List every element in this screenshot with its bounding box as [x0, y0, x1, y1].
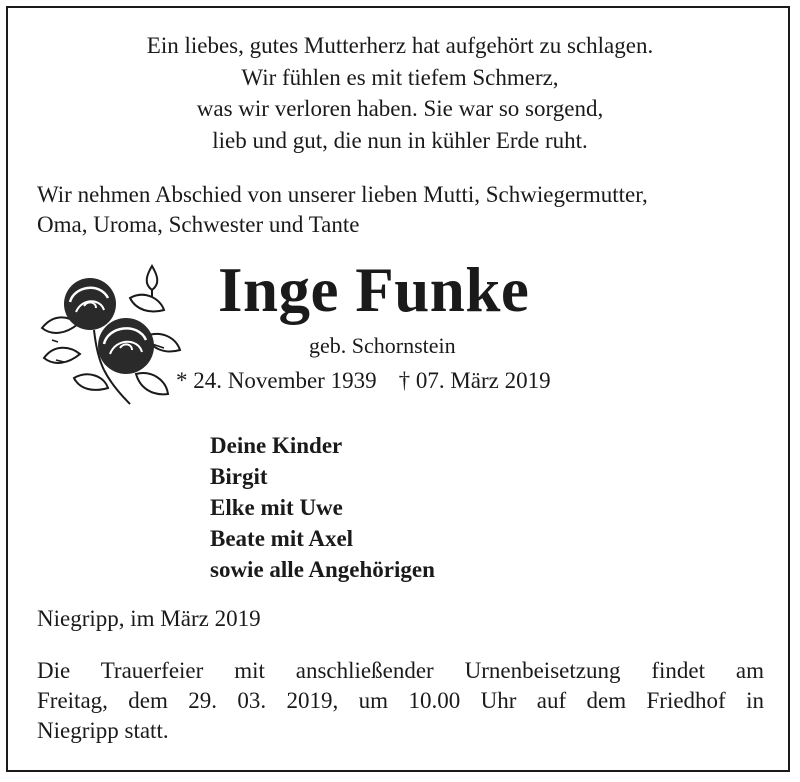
roses-icon [34, 258, 184, 408]
memorial-poem [0, 30, 800, 156]
death-date: † 07. März 2019 [398, 368, 551, 393]
poem-line: lieb und gut, die nun in kühler Erde ruht. [212, 127, 588, 153]
intro-line: Wir nehmen Abschied von unserer lieben Mutti, Schwiegermutter, [37, 182, 648, 207]
mourner-line: Deine Kinder [210, 433, 343, 458]
mourner-line: sowie alle Angehörigen [210, 557, 435, 582]
poem-line: Ein liebes, gutes Mutterherz hat aufgehört zu schlagen. [146, 33, 654, 58]
mourners-list [210, 430, 435, 585]
deceased-name: Inge Funke [218, 255, 530, 325]
birth-date: * 24. November 1939 [176, 368, 377, 393]
maiden-name: geb. Schornstein [309, 333, 456, 358]
mourner-line: Beate mit Axel [210, 526, 354, 551]
mourner-line: Elke mit Uwe [210, 495, 343, 520]
service-line: Niegripp statt. [37, 718, 169, 743]
farewell-intro [37, 180, 767, 240]
funeral-service-info [37, 656, 764, 746]
life-dates [176, 366, 551, 396]
service-line: Die Trauerfeier mit anschließender Urnenbeisetzung findet am [37, 658, 764, 683]
place-date: Niegripp, im März 2019 [37, 606, 261, 631]
mourner-line: Birgit [210, 464, 268, 489]
intro-line: Oma, Uroma, Schwester und Tante [37, 212, 360, 237]
poem-line: was wir verloren haben. Sie war so sorgend, [196, 96, 604, 121]
service-line: Freitag, dem 29. 03. 2019, um 10.00 Uhr auf dem Friedhof in [37, 688, 764, 713]
poem-line: Wir fühlen es mit tiefem Schmerz, [241, 64, 559, 90]
